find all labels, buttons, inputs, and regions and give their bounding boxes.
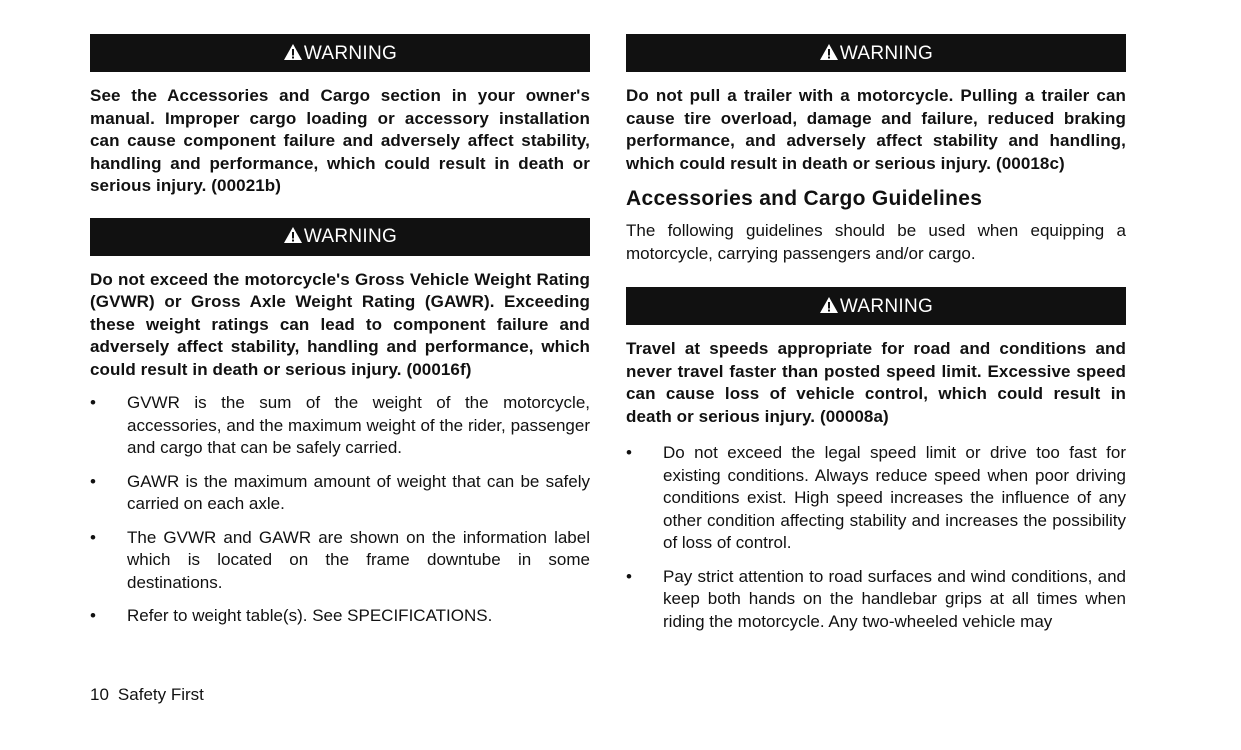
page-footer [90, 685, 204, 705]
warning-text: Travel at speeds appropriate for road and conditions and never travel faster than posted speed limit. Excessive speed can cause loss of vehicle control, which could result in death or serious injury. (00008a) [626, 339, 1126, 426]
warning-banner [626, 287, 1126, 325]
warning-label: WARNING [839, 42, 934, 64]
left-column [90, 34, 590, 639]
warning-text: Do not exceed the motorcycle's Gross Vehicle Weight Rating (GVWR) or Gross Axle Weight Rating (GAWR). Exceeding these weight ratings can lead to component failure and adversely affect stability, handling and performance, which could result in death or serious injury. (00016f) [90, 269, 590, 379]
list-item-text: GAWR is the maximum amount of weight that can be safely carried on each axle. [127, 471, 590, 513]
warning-label: WARNING [839, 295, 934, 317]
page-number: 10 [90, 685, 109, 704]
warning-label: WARNING [303, 226, 398, 247]
warning-triangle-icon [283, 43, 303, 61]
warning-banner [90, 218, 590, 256]
bullet-icon: • [90, 527, 96, 547]
list-item-text: Pay strict attention to road surfaces and wind conditions, and keep both hands on the handlebar grips at all times when riding the motorcycle. Any two-wheeled vehicle may [663, 566, 1126, 631]
section-heading: Accessories and Cargo Guidelines [626, 187, 983, 210]
bullet-icon: • [90, 471, 96, 491]
list-item [90, 471, 590, 516]
bullet-list [626, 442, 1126, 633]
right-column [626, 34, 1126, 644]
list-item-text: The GVWR and GAWR are shown on the information label which is located on the frame downtube in some destinations. [127, 527, 590, 592]
bullet-icon: • [626, 443, 632, 462]
list-item [90, 527, 590, 595]
list-item-text: Do not exceed the legal speed limit or drive too fast for existing conditions. Always reduce speed when poor driving conditions exist. High speed increases the influence of any other condition affecting stability and increases the possibility of loss of control. [663, 443, 1126, 552]
warning-banner [626, 34, 1126, 72]
warning-text: See the Accessories and Cargo section in your owner's manual. Improper cargo loading or accessory installation can cause component failure and adversely affect stability, handling and performance, which could result in death or serious injury. (00021b) [90, 86, 590, 195]
list-item-text: GVWR is the sum of the weight of the motorcycle, accessories, and the maximum weight of the rider, passenger and cargo that can be safely carried. [127, 393, 590, 457]
list-item [626, 566, 1126, 634]
bullet-icon: • [626, 566, 632, 586]
intro-paragraph: The following guidelines should be used when equipping a motorcycle, carrying passengers and/or cargo. [626, 221, 1126, 263]
warning-text: Do not pull a trailer with a motorcycle. Pulling a trailer can cause tire overload, damage and failure, reduced braking performance, and adversely affect stability and handling, which could result in death or serious injury. (00018c) [626, 86, 1126, 173]
warning-triangle-icon [819, 43, 839, 61]
warning-triangle-icon [819, 296, 839, 314]
bullet-icon: • [90, 606, 96, 625]
bullet-list [90, 392, 590, 628]
warning-banner [90, 34, 590, 72]
list-item-text: Refer to weight table(s). See SPECIFICATIONS. [127, 606, 493, 625]
warning-triangle-icon [283, 226, 303, 244]
section-name: Safety First [117, 685, 204, 704]
list-item [90, 605, 590, 628]
warning-label: WARNING [303, 42, 398, 64]
list-item [626, 442, 1126, 555]
bullet-icon: • [90, 393, 96, 412]
list-item [90, 392, 590, 460]
